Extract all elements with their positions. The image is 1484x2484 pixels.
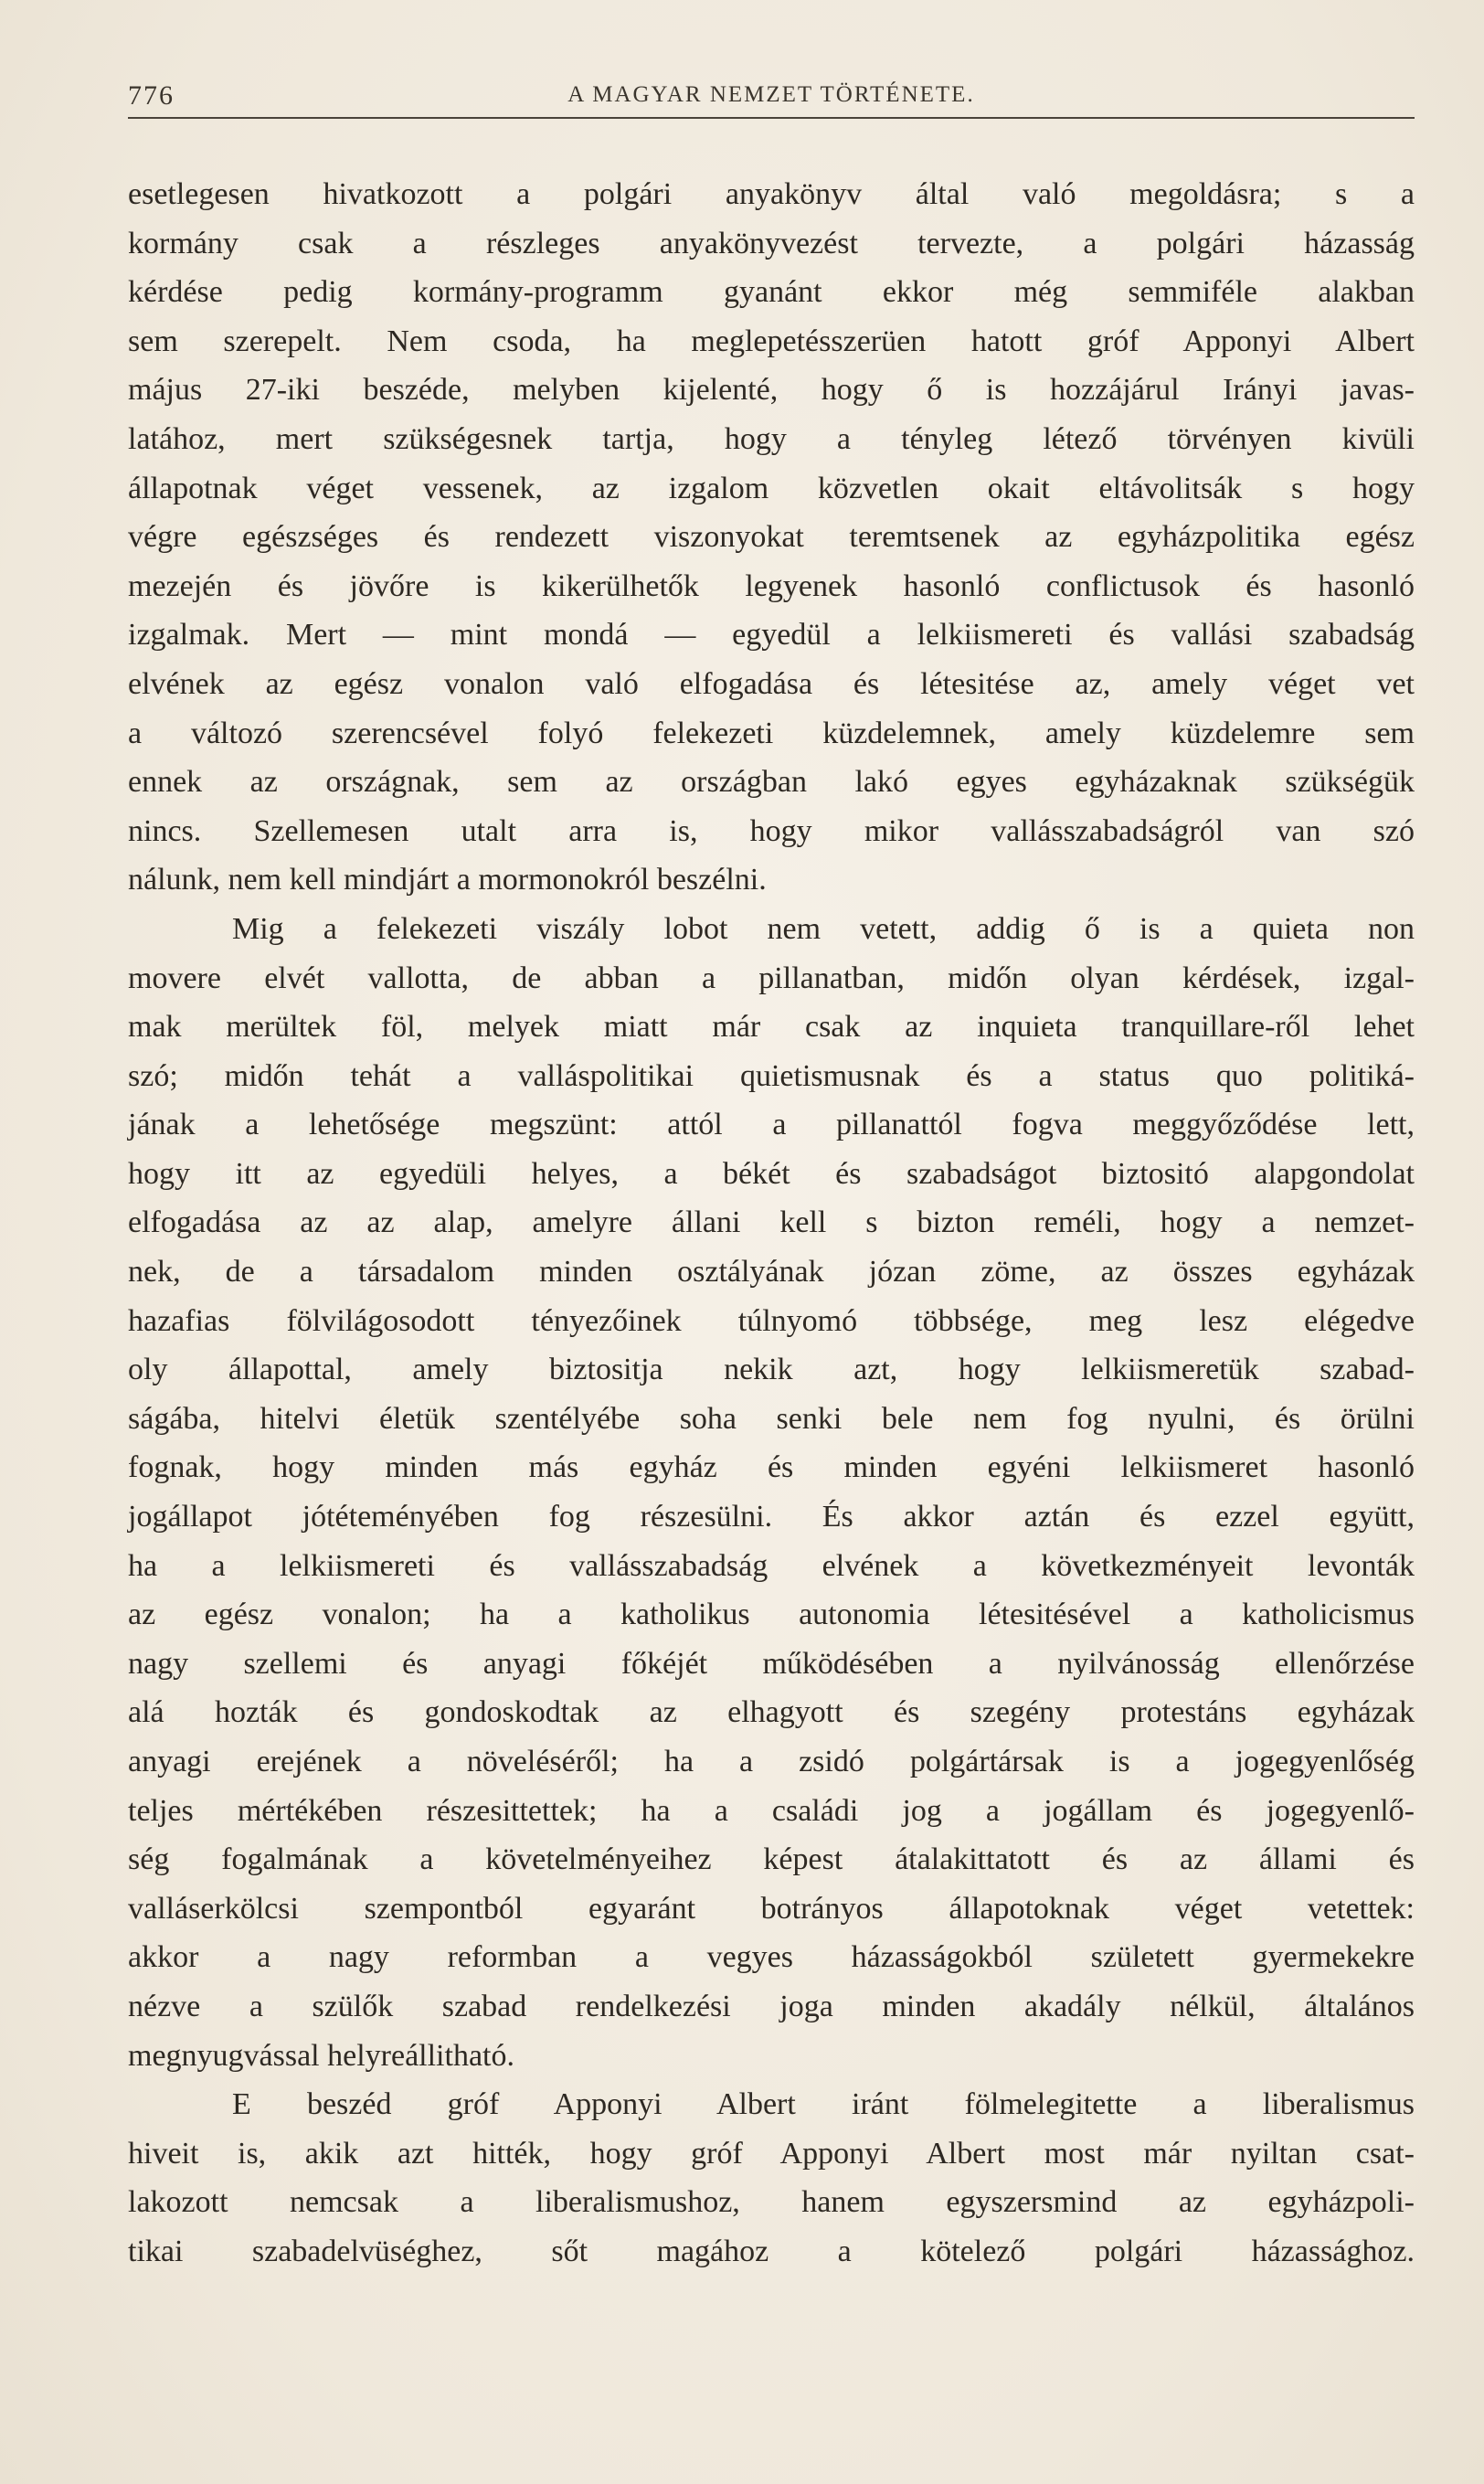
text-line: május 27-iki beszéde, melyben kijelenté, hogy ő is hozzájárul Irányi javas- xyxy=(128,373,1415,408)
text-line: nek, de a társadalom minden osztályának józan zöme, az összes egyházak xyxy=(128,1255,1415,1290)
text-line: mezején és jövőre is kikerülhetők legyenek hasonló conflictusok és hasonló xyxy=(128,568,1415,603)
text-line: latához, mert szükségesnek tartja, hogy a tényleg létező törvényen kivüli xyxy=(128,421,1415,456)
running-title: A MAGYAR NEMZET TÖRTÉNETE. xyxy=(567,82,975,107)
text-line: ennek az országnak, sem az országban lakó egyes egyházaknak szükségük xyxy=(128,765,1415,800)
text-line: a változó szerencsével folyó felekezeti küzdelemnek, amely küzdelemre sem xyxy=(128,716,1415,750)
text-line: végre egészséges és rendezett viszonyokat teremtsenek az egyházpolitika egész xyxy=(128,520,1415,555)
text-line: sem szerepelt. Nem csoda, ha meglepetésszerüen hatott gróf Apponyi Albert xyxy=(128,324,1415,358)
text-line: anyagi erejének a növeléséről; ha a zsidó polgártársak is a jogegyenlőség xyxy=(128,1745,1415,1778)
text-line: nincs. Szellemesen utalt arra is, hogy mikor vallásszabadságról van szó xyxy=(128,813,1415,848)
paragraph-3 xyxy=(128,2080,1415,2276)
text-line: jogállapot jótéteményében fog részesülni. És akkor aztán és ezzel együtt, xyxy=(128,1500,1415,1534)
text-line: hogy itt az egyedüli helyes, a békét és szabadságot biztositó alapgondolat xyxy=(128,1156,1415,1191)
text-line: teljes mértékében részesittettek; ha a családi jog a jogállam és jogegyenlő- xyxy=(128,1793,1415,1828)
body-text xyxy=(128,170,1415,2277)
text-line: ságába, hitelvi életük szentélyébe soha senki bele nem fog nyulni, és örülni xyxy=(128,1401,1415,1436)
text-line: mak merültek föl, melyek miatt már csak az inquieta tranquillare-ről lehet xyxy=(128,1010,1415,1045)
text-line: alá hozták és gondoskodtak az elhagyott és szegény protestáns egyházak xyxy=(128,1695,1415,1730)
text-line: kérdése pedig kormány-programm gyanánt ekkor még semmiféle alakban xyxy=(128,275,1415,310)
paragraph-1 xyxy=(128,170,1415,905)
text-line: izgalmak. Mert — mint mondá — egyedül a lelkiismereti és vallási szabadság xyxy=(128,618,1415,653)
text-line: oly állapottal, amely biztositja nekik azt, hogy lelkiismeretük szabad- xyxy=(128,1353,1415,1387)
text-line: hiveit is, akik azt hitték, hogy gróf Apponyi Albert most már nyiltan csat- xyxy=(128,2136,1415,2171)
page-header xyxy=(128,73,1415,119)
text-line: az egész vonalon; ha a katholikus autonomia létesitésével a katholicismus xyxy=(128,1598,1415,1632)
text-line: nagy szellemi és anyagi főkéjét működésében a nyilvánosság ellenőrzése xyxy=(128,1646,1415,1681)
page-number: 776 xyxy=(128,80,175,111)
text-line: E beszéd gróf Apponyi Albert iránt fölmelegitette a liberalismus xyxy=(232,2087,1415,2122)
text-line: nézve a szülők szabad rendelkezési joga minden akadály nélkül, általános xyxy=(128,1989,1415,2023)
text-line: állapotnak véget vessenek, az izgalom közvetlen okait eltávolitsák s hogy xyxy=(128,471,1415,505)
text-line: akkor a nagy reformban a vegyes házasságokból született gyermekekre xyxy=(128,1940,1415,1975)
text-line: esetlegesen hivatkozott a polgári anyakönyv által való megoldásra; s a xyxy=(128,177,1415,211)
text-line: Mig a felekezeti viszály lobot nem vetett, addig ő is a quieta non xyxy=(232,911,1415,946)
text-line: megnyugvással helyreállitható. xyxy=(128,2038,514,2073)
text-line: elvének az egész vonalon való elfogadása és létesitése az, amely véget vet xyxy=(128,666,1415,701)
text-line: ség fogalmának a követelményeihez képest átalakittatott és az állami és xyxy=(128,1842,1415,1877)
text-line: movere elvét vallotta, de abban a pillanatban, midőn olyan kérdések, izgal- xyxy=(128,961,1415,995)
text-line: valláserkölcsi szempontból egyaránt botrányos állapotoknak véget vetettek: xyxy=(128,1891,1415,1926)
text-line: ha a lelkiismereti és vallásszabadság elvének a következményeit levonták xyxy=(128,1548,1415,1583)
paragraph-2 xyxy=(128,905,1415,2080)
text-line: jának a lehetősége megszünt: attól a pillanattól fogva meggyőződése lett, xyxy=(128,1108,1415,1142)
text-line: lakozott nemcsak a liberalismushoz, hanem egyszersmind az egyházpoli- xyxy=(128,2185,1415,2220)
text-line: elfogadása az az alap, amelyre állani kell s bizton reméli, hogy a nemzet- xyxy=(128,1205,1415,1240)
text-line: nálunk, nem kell mindjárt a mormonokról beszélni. xyxy=(128,863,767,897)
text-line: fognak, hogy minden más egyház és minden egyéni lelkiismeret hasonló xyxy=(128,1450,1415,1485)
text-line: szó; midőn tehát a valláspolitikai quietismusnak és a status quo politiká- xyxy=(128,1058,1415,1093)
text-line: tikai szabadelvüséghez, sőt magához a kötelező polgári házassághoz. xyxy=(128,2234,1415,2268)
text-line: hazafias fölvilágosodott tényezőinek túlnyomó többsége, meg lesz elégedve xyxy=(128,1303,1415,1338)
text-line: kormány csak a részleges anyakönyvezést tervezte, a polgári házasság xyxy=(128,226,1415,260)
